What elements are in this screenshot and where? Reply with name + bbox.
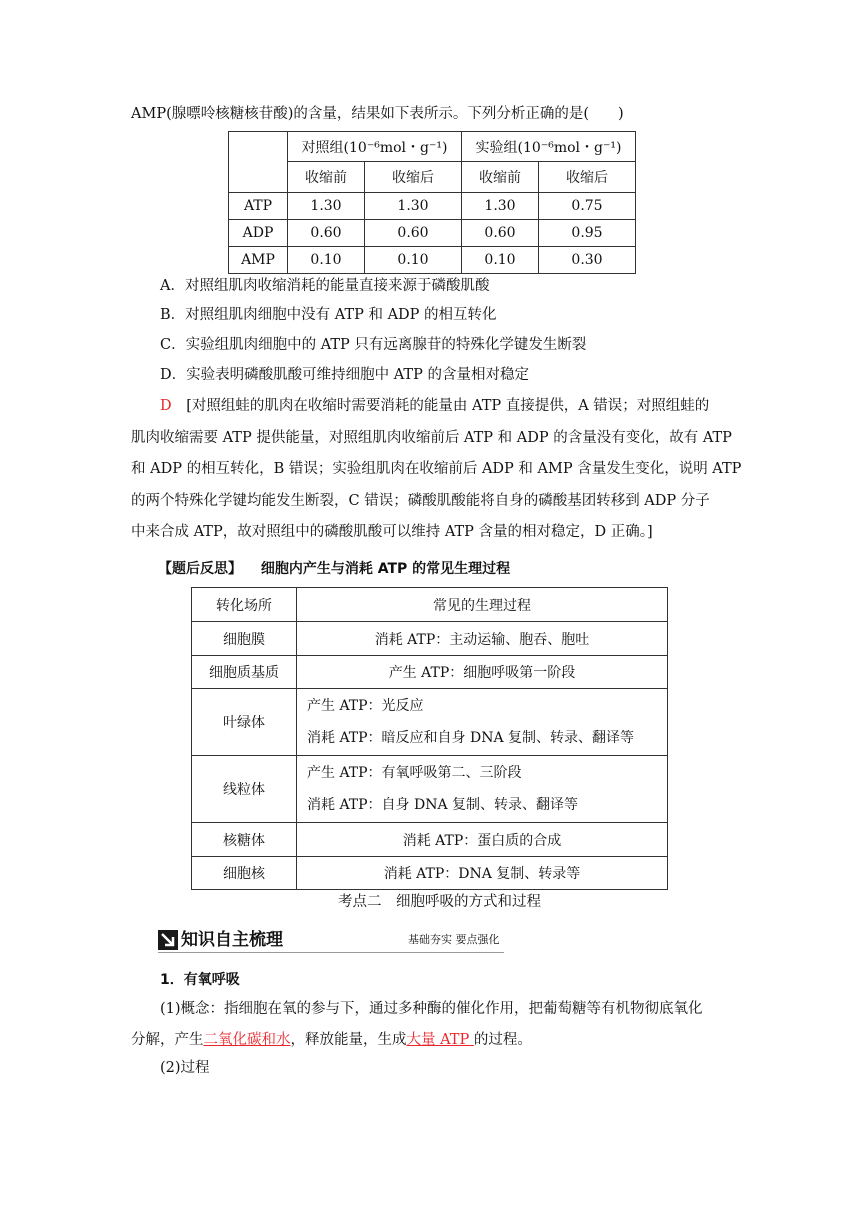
sub-header: 收缩前 [462, 162, 539, 193]
banner-title: 知识自主梳理 [181, 930, 283, 950]
table-row [192, 656, 668, 689]
atp-process-table [191, 587, 668, 890]
place-cell: 细胞核 [192, 857, 297, 890]
process-cell [297, 756, 668, 823]
place-cell: 核糖体 [192, 823, 297, 857]
process-cell: 消耗 ATP：蛋白质的合成 [297, 823, 668, 857]
question-intro: AMP(腺嘌呤核糖核苷酸)的含量，结果如下表所示。下列分析正确的是( ) [131, 106, 624, 122]
explanation-text: [对照组蛙的肌肉在收缩时需要消耗的能量由 ATP 直接提供，A 错误；对照组蛙的 [186, 398, 710, 414]
concept-text: 分解，产生 [131, 1032, 204, 1048]
blank-answer-2: 大量 ATP [406, 1032, 474, 1048]
table-cell: 0.60 [365, 220, 462, 247]
process-heading: (2)过程 [160, 1060, 210, 1076]
table-cell: 0.10 [462, 247, 539, 274]
concept-line-1: (1)概念：指细胞在氧的参与下，通过多种酶的催化作用，把葡萄糖等有机物彻底氧化 [160, 1001, 703, 1017]
row-label: AMP [229, 247, 288, 274]
table-cell: 0.95 [539, 220, 636, 247]
process-line: 产生 ATP：有氧呼吸第二、三阶段 [307, 765, 522, 781]
table-cell: 0.30 [539, 247, 636, 274]
process-cell: 产生 ATP：细胞呼吸第一阶段 [297, 656, 668, 689]
table-row [192, 689, 668, 756]
experimental-group-header: 实验组(10⁻⁶mol・g⁻¹) [462, 132, 636, 162]
table-row [229, 220, 636, 247]
place-cell: 线粒体 [192, 756, 297, 823]
option-a: A．对照组肌肉收缩消耗的能量直接来源于磷酸肌酸 [160, 278, 490, 294]
reflection-tag: 【题后反思】 [158, 561, 242, 577]
heading-aerobic: 1．有氧呼吸 [160, 972, 240, 988]
explanation-line: 肌肉收缩需要 ATP 提供能量，对照组肌肉收缩前后 ATP 和 ADP 的含量没有变化，故有 ATP [131, 430, 732, 446]
table-cell: 0.10 [365, 247, 462, 274]
knowledge-banner [158, 929, 504, 953]
option-d: D．实验表明磷酸肌酸可维持细胞中 ATP 的含量相对稳定 [160, 367, 529, 383]
banner-rule [158, 952, 504, 953]
process-cell: 消耗 ATP：DNA 复制、转录等 [297, 857, 668, 890]
explanation-line: 的两个特殊化学键均能发生断裂，C 错误；磷酸肌酸能将自身的磷酸基团转移到 ADP 分子 [131, 493, 710, 509]
answer-line-1 [160, 396, 709, 416]
answer-letter: D [160, 398, 172, 414]
process-line: 消耗 ATP：自身 DNA 复制、转录、翻译等 [307, 797, 579, 813]
option-b: B．对照组肌肉细胞中没有 ATP 和 ADP 的相互转化 [160, 307, 497, 323]
place-cell: 细胞质基质 [192, 656, 297, 689]
row-label: ATP [229, 193, 288, 220]
explanation-line: 和 ADP 的相互转化，B 错误；实验组肌肉在收缩前后 ADP 和 AMP 含量发生变化，说明 ATP [131, 461, 742, 477]
table-cell: 1.30 [288, 193, 365, 220]
table-row [229, 247, 636, 274]
place-cell: 细胞膜 [192, 622, 297, 656]
process-cell: 消耗 ATP：主动运输、胞吞、胞吐 [297, 622, 668, 656]
table-cell: 0.60 [462, 220, 539, 247]
atp-content-table [228, 131, 636, 274]
banner-subtitle: 基础夯实 要点强化 [408, 933, 500, 946]
process-line: 消耗 ATP：暗反应和自身 DNA 复制、转录、翻译等 [307, 730, 635, 746]
row-label: ADP [229, 220, 288, 247]
table-cell: 0.60 [288, 220, 365, 247]
sub-header: 收缩后 [365, 162, 462, 193]
explanation-line: 中来合成 ATP，故对照组中的磷酸肌酸可以维持 ATP 含量的相对稳定，D 正确。] [131, 524, 653, 540]
concept-text: ，释放能量，生成 [290, 1032, 407, 1048]
table-cell: 0.10 [288, 247, 365, 274]
option-c: C．实验组肌肉细胞中的 ATP 只有远离腺苷的特殊化学键发生断裂 [160, 337, 587, 353]
sub-header: 收缩后 [539, 162, 636, 193]
table-row [192, 823, 668, 857]
reflection-title: 细胞内产生与消耗 ATP 的常见生理过程 [260, 561, 511, 577]
sub-header: 收缩前 [288, 162, 365, 193]
reflection-heading [158, 558, 510, 580]
table-cell: 1.30 [462, 193, 539, 220]
header-place: 转化场所 [192, 588, 297, 622]
process-line: 产生 ATP：光反应 [307, 698, 424, 714]
table-row [192, 857, 668, 890]
place-cell: 叶绿体 [192, 689, 297, 756]
table-cell: 0.75 [539, 193, 636, 220]
table-row [229, 193, 636, 220]
control-group-header: 对照组(10⁻⁶mol・g⁻¹) [288, 132, 462, 162]
table-cell: 1.30 [365, 193, 462, 220]
banner-arrow-icon [158, 930, 178, 950]
process-cell [297, 689, 668, 756]
table-corner-cell [229, 132, 288, 193]
concept-line-2 [131, 1030, 532, 1050]
table-row [192, 622, 668, 656]
table-row [192, 756, 668, 823]
section-title: 考点二 细胞呼吸的方式和过程 [338, 894, 541, 910]
blank-answer-1: 二氧化碳和水 [203, 1032, 291, 1048]
header-process: 常见的生理过程 [297, 588, 668, 622]
concept-text: 的过程。 [473, 1032, 532, 1048]
